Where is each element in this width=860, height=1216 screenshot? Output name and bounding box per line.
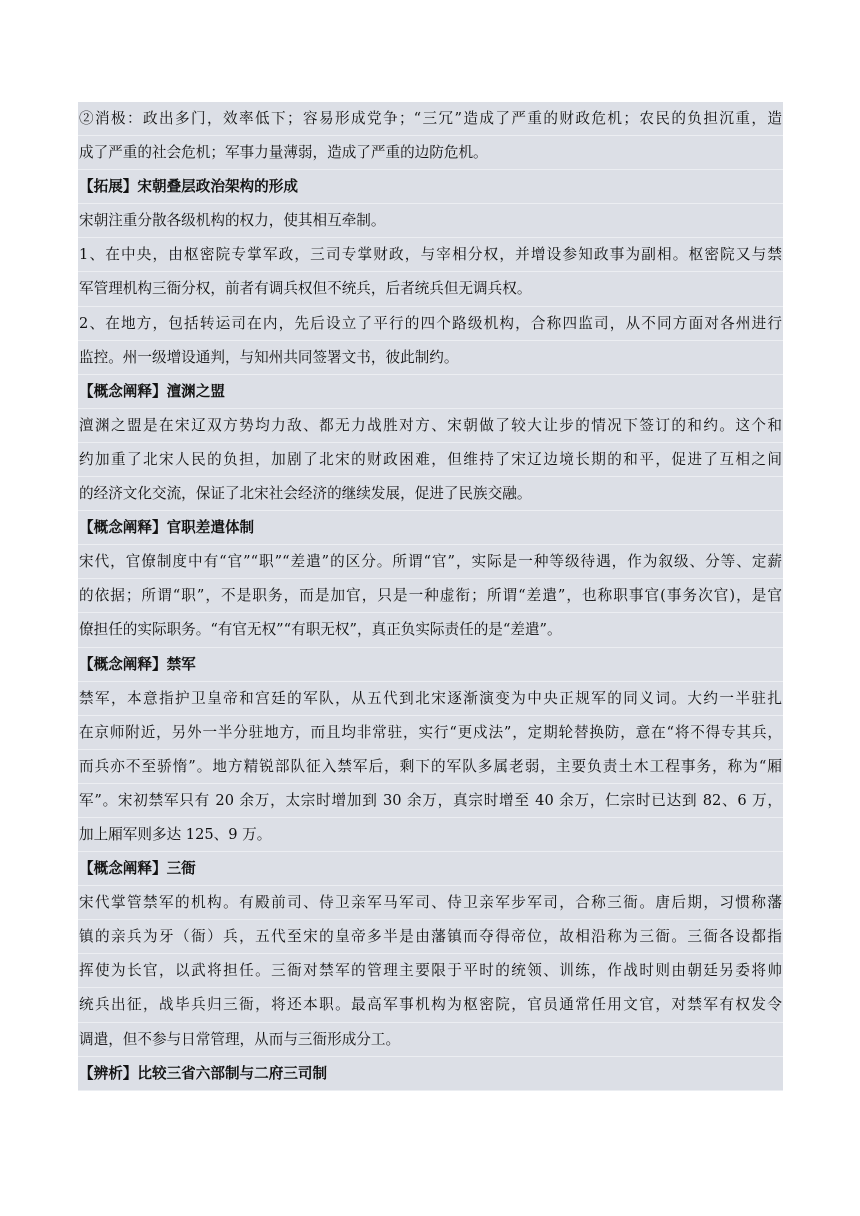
text-line: 宋代掌管禁军的机构。有殿前司、侍卫亲军马军司、侍卫亲军步军司，合称三衙。唐后期，习惯称藩 xyxy=(78,886,783,920)
text-line: 而兵亦不至骄惰”。地方精锐部队征入禁军后，剩下的军队多属老弱，主要负责土木工程事务，称为“厢 xyxy=(78,750,783,784)
text-line: 成了严重的社会危机；军事力量薄弱，造成了严重的边防危机。 xyxy=(78,136,783,170)
text-line: 约加重了北宋人民的负担，加剧了北宋的财政困难，但维持了宋辽边境长期的和平，促进了互相之间 xyxy=(78,443,783,477)
text-line: ②消极：政出多门，效率低下；容易形成党争；“三冗”造成了严重的财政危机；农民的负担沉重，造 xyxy=(78,102,783,136)
section-heading: 【概念阐释】禁军 xyxy=(78,648,783,682)
text-line: 禁军，本意指护卫皇帝和宫廷的军队，从五代到北宋逐渐演变为中央正规军的同义词。大约一半驻扎 xyxy=(78,682,783,716)
text-line: 澶渊之盟是在宋辽双方势均力敌、都无力战胜对方、宋朝做了较大让步的情况下签订的和约。这个和 xyxy=(78,409,783,443)
text-line: 的依据；所谓“职”，不是职务，而是加官，只是一种虚衔；所谓“差遣”，也称职事官(事务次官)，是官 xyxy=(78,579,783,613)
text-line: 统兵出征，战毕兵归三衙，将还本职。最高军事机构为枢密院，官员通常任用文官，对禁军有权发令 xyxy=(78,988,783,1022)
text-line: 2、在地方，包括转运司在内，先后设立了平行的四个路级机构，合称四监司，从不同方面对各州进行 xyxy=(78,307,783,341)
text-line: 加上厢军则多达 125、9 万。 xyxy=(78,818,783,852)
section-heading: 【辨析】比较三省六部制与二府三司制 xyxy=(78,1057,783,1091)
section-heading: 【概念阐释】三衙 xyxy=(78,852,783,886)
section-heading: 【概念阐释】官职差遣体制 xyxy=(78,511,783,545)
text-line: 军”。宋初禁军只有 20 余万，太宗时增加到 30 余万，真宗时增至 40 余万，仁宗时已达到 82、6 万， xyxy=(78,784,783,818)
text-line: 挥使为长官，以武将担任。三衙对禁军的管理主要限于平时的统领、训练，作战时则由朝廷另委将帅 xyxy=(78,954,783,988)
section-heading: 【拓展】宋朝叠层政治架构的形成 xyxy=(78,170,783,204)
text-line: 宋朝注重分散各级机构的权力，使其相互牵制。 xyxy=(78,204,783,238)
document-body xyxy=(78,102,783,1091)
text-line: 调遣，但不参与日常管理，从而与三衙形成分工。 xyxy=(78,1023,783,1057)
text-line: 监控。州一级增设通判，与知州共同签署文书，彼此制约。 xyxy=(78,341,783,375)
text-line: 军管理机构三衙分权，前者有调兵权但不统兵，后者统兵但无调兵权。 xyxy=(78,272,783,306)
text-line: 僚担任的实际职务。“有官无权”“有职无权”，真正负实际责任的是“差遣”。 xyxy=(78,613,783,647)
section-heading: 【概念阐释】澶渊之盟 xyxy=(78,375,783,409)
text-line: 1、在中央，由枢密院专掌军政，三司专掌财政，与宰相分权，并增设参知政事为副相。枢密院又与禁 xyxy=(78,238,783,272)
text-line: 的经济文化交流，保证了北宋社会经济的继续发展，促进了民族交融。 xyxy=(78,477,783,511)
text-line: 宋代，官僚制度中有“官”“职”“差遣”的区分。所谓“官”，实际是一种等级待遇，作为叙级、分等、定薪 xyxy=(78,545,783,579)
text-line: 镇的亲兵为牙（衙）兵，五代至宋的皇帝多半是由藩镇而夺得帝位，故相沿称为三衙。三衙各设都指 xyxy=(78,920,783,954)
text-line: 在京师附近，另外一半分驻地方，而且均非常驻，实行“更戍法”，定期轮替换防，意在“将不得专其兵， xyxy=(78,716,783,750)
